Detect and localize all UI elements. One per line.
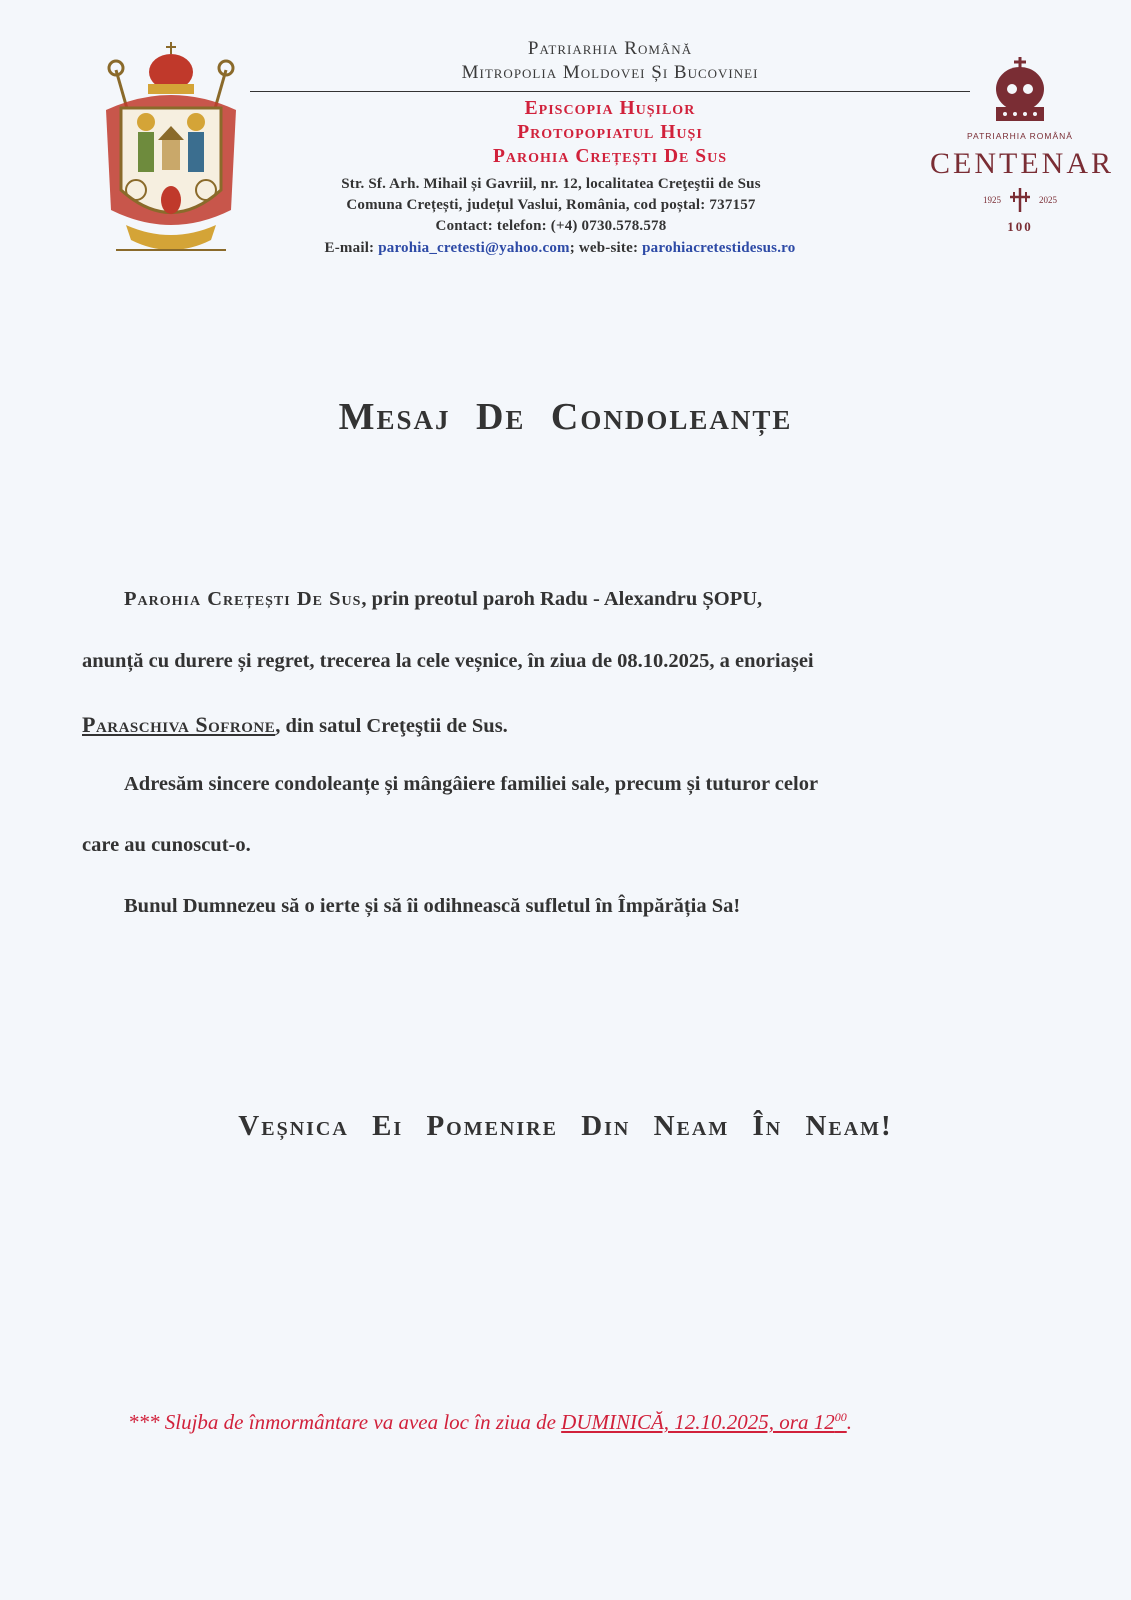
- deceased-name: Paraschiva Sofrone: [82, 712, 276, 737]
- footer-end: .: [846, 1410, 852, 1434]
- header-contact: Contact: telefon: (+4) 0730.578.578: [435, 218, 667, 234]
- header-parish: Parohia Crețești De Sus: [492, 146, 728, 167]
- header-patriarchate: Patriarhia Română: [527, 38, 693, 59]
- centenar-number: 100: [1007, 219, 1033, 234]
- cross-icon: [1007, 187, 1033, 213]
- p3-rest: , din satul Creţeştii de Sus.: [275, 715, 508, 737]
- body-paragraph-3: [82, 712, 1042, 738]
- website-link[interactable]: parohiacretestidesus.ro: [642, 240, 796, 256]
- header-address-line2: Comuna Crețești, județul Vaslui, România, cod poștal: 737157: [346, 197, 756, 213]
- body-paragraph-6: Bunul Dumnezeu să o ierte și să îi odihnească sufletul în Împărăția Sa!: [124, 895, 741, 917]
- crown-icon: [990, 55, 1050, 125]
- footer-stars: ***: [128, 1410, 160, 1434]
- footer-date: [561, 1410, 847, 1434]
- header-diocese: Episcopia Hușilor: [524, 98, 696, 119]
- footer-date-text: DUMINICĂ, 12.10.2025, ora 12: [561, 1410, 835, 1434]
- body-paragraph-4: Adresăm sincere condoleanțe și mângâiere familiei sale, precum și tuturor celor: [124, 773, 819, 795]
- centenar-year-end: 2025: [1039, 195, 1057, 205]
- footer-superscript: 00: [834, 1410, 847, 1424]
- header-email-web: [250, 240, 870, 257]
- website-label: web-site:: [578, 240, 639, 256]
- funeral-notice: [128, 1410, 1088, 1435]
- body-paragraph-2: anunță cu durere și regret, trecerea la cele veșnice, în ziua de 08.10.2025, a enoriașei: [82, 650, 814, 672]
- p1-rest: , prin preotul paroh Radu - Alexandru ȘOPU,: [361, 588, 763, 610]
- header-deanery: Protopopiatul Huși: [517, 122, 703, 143]
- body-paragraph-5: care au cunoscut-o.: [82, 834, 251, 856]
- centenar-title: CENTENAR: [930, 147, 1114, 180]
- diocese-crest-emblem: [96, 40, 246, 265]
- header-metropolis: Mitropolia Moldovei Și Bucovinei: [461, 62, 759, 83]
- centenar-patriarchate: PATRIARHIA ROMÂNĂ: [967, 131, 1073, 141]
- separator: ;: [569, 240, 575, 256]
- email-label: E-mail:: [324, 240, 375, 256]
- page-title: Mesaj De Condoleanțe: [338, 396, 793, 438]
- header-address-line1: Str. Sf. Arh. Mihail și Gavriil, nr. 12, localitatea Creţeştii de Sus: [341, 176, 761, 192]
- body-paragraph-1: [124, 588, 1042, 611]
- header-divider: [250, 91, 970, 92]
- parish-name: Parohia Crețești De Sus: [124, 588, 362, 610]
- centenar-year-start: 1925: [983, 195, 1001, 205]
- email-link[interactable]: parohia_cretesti@yahoo.com: [378, 240, 570, 256]
- footer-text: Slujba de înmormântare va avea loc în ziua de: [164, 1410, 556, 1434]
- closing-message: Veșnica Ei Pomenire Din Neam În Neam!: [238, 1110, 893, 1142]
